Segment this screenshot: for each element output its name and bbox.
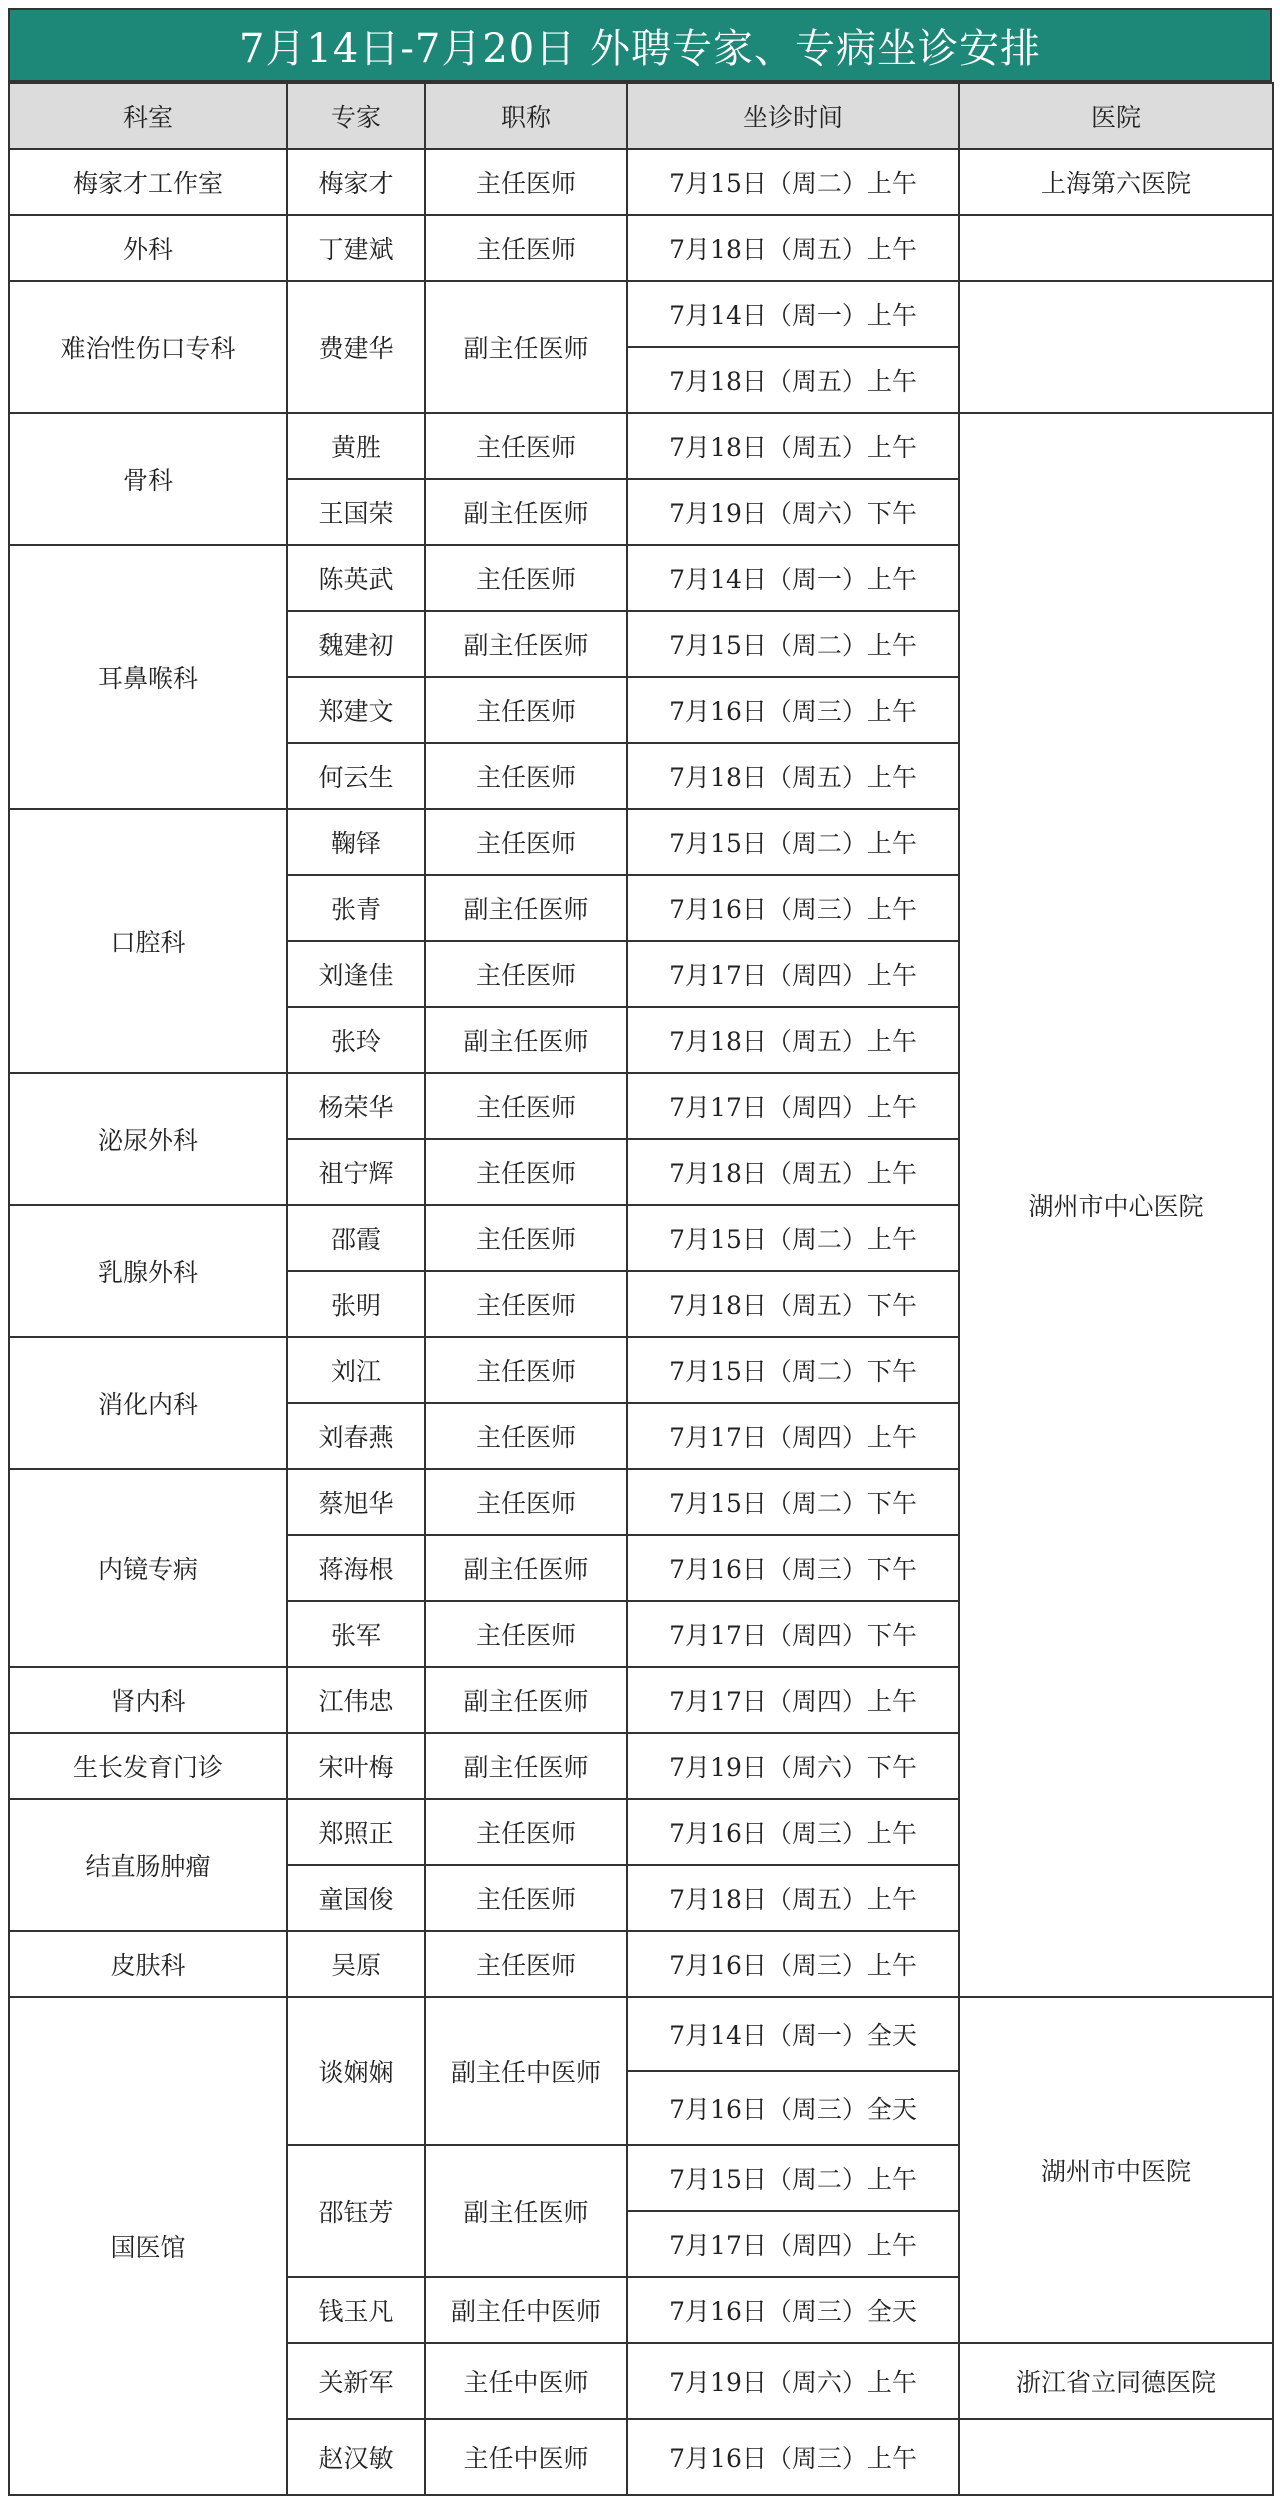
time-cell: 7月16日（周三）上午: [627, 677, 959, 743]
expert-cell: 张军: [287, 1601, 425, 1667]
time-cell: 7月16日（周三）上午: [627, 1799, 959, 1865]
rank-cell: 主任医师: [425, 1337, 627, 1403]
time-cell: 7月16日（周三）下午: [627, 1535, 959, 1601]
time-cell: 7月19日（周六）下午: [627, 1733, 959, 1799]
dept-cell: 生长发育门诊: [9, 1733, 287, 1799]
table-row: [9, 149, 1273, 215]
rank-cell: 主任医师: [425, 941, 627, 1007]
rank-cell: 主任医师: [425, 413, 627, 479]
expert-cell: 何云生: [287, 743, 425, 809]
expert-cell: 郑建文: [287, 677, 425, 743]
dept-cell: 皮肤科: [9, 1931, 287, 1997]
time-cell: 7月17日（周四）上午: [627, 2211, 959, 2277]
time-cell: 7月15日（周二）下午: [627, 1469, 959, 1535]
table-row: [9, 413, 1273, 479]
time-cell: 7月18日（周五）上午: [627, 1007, 959, 1073]
hospital-cell: [959, 2419, 1273, 2495]
rank-cell: 主任医师: [425, 677, 627, 743]
dept-cell: 口腔科: [9, 809, 287, 1073]
hospital-cell: 湖州市中心医院: [959, 413, 1273, 1997]
expert-cell: 丁建斌: [287, 215, 425, 281]
dept-cell: 结直肠肿瘤: [9, 1799, 287, 1931]
rank-cell: 副主任医师: [425, 1535, 627, 1601]
expert-cell: 宋叶梅: [287, 1733, 425, 1799]
header-time: 坐诊时间: [627, 83, 959, 149]
time-cell: 7月18日（周五）上午: [627, 413, 959, 479]
expert-cell: 张明: [287, 1271, 425, 1337]
rank-cell: 副主任医师: [425, 1733, 627, 1799]
time-cell: 7月16日（周三）上午: [627, 875, 959, 941]
time-cell: 7月19日（周六）下午: [627, 479, 959, 545]
expert-cell: 吴原: [287, 1931, 425, 1997]
rank-cell: 副主任医师: [425, 2145, 627, 2277]
expert-cell: 赵汉敏: [287, 2419, 425, 2495]
expert-cell: 刘江: [287, 1337, 425, 1403]
time-cell: 7月17日（周四）上午: [627, 941, 959, 1007]
rank-cell: 主任医师: [425, 1601, 627, 1667]
rank-cell: 副主任医师: [425, 479, 627, 545]
header-rank: 职称: [425, 83, 627, 149]
dept-cell: 外科: [9, 215, 287, 281]
time-cell: 7月14日（周一）上午: [627, 281, 959, 347]
time-cell: 7月14日（周一）全天: [627, 1997, 959, 2071]
rank-cell: 副主任医师: [425, 281, 627, 413]
dept-cell: 泌尿外科: [9, 1073, 287, 1205]
table-row: [9, 1997, 1273, 2071]
table-row: [9, 281, 1273, 347]
dept-cell: 肾内科: [9, 1667, 287, 1733]
expert-cell: 蔡旭华: [287, 1469, 425, 1535]
expert-cell: 钱玉凡: [287, 2277, 425, 2343]
expert-cell: 刘春燕: [287, 1403, 425, 1469]
rank-cell: 副主任中医师: [425, 1997, 627, 2145]
expert-cell: 邵钰芳: [287, 2145, 425, 2277]
expert-cell: 童国俊: [287, 1865, 425, 1931]
header-expert: 专家: [287, 83, 425, 149]
dept-cell: 消化内科: [9, 1337, 287, 1469]
expert-cell: 鞠铎: [287, 809, 425, 875]
expert-cell: 张青: [287, 875, 425, 941]
expert-cell: 陈英武: [287, 545, 425, 611]
rank-cell: 主任医师: [425, 1799, 627, 1865]
dept-cell: 梅家才工作室: [9, 149, 287, 215]
hospital-cell: 浙江省立同德医院: [959, 2343, 1273, 2419]
expert-cell: 关新军: [287, 2343, 425, 2419]
time-cell: 7月17日（周四）下午: [627, 1601, 959, 1667]
dept-cell: 耳鼻喉科: [9, 545, 287, 809]
table-row: [9, 215, 1273, 281]
time-cell: 7月18日（周五）上午: [627, 1139, 959, 1205]
time-cell: 7月18日（周五）上午: [627, 215, 959, 281]
time-cell: 7月14日（周一）上午: [627, 545, 959, 611]
rank-cell: 副主任医师: [425, 1007, 627, 1073]
time-cell: 7月19日（周六）上午: [627, 2343, 959, 2419]
rank-cell: 主任医师: [425, 1271, 627, 1337]
time-cell: 7月16日（周三）全天: [627, 2277, 959, 2343]
dept-cell: 难治性伤口专科: [9, 281, 287, 413]
schedule-sheet: [8, 8, 1272, 2496]
time-cell: 7月16日（周三）全天: [627, 2071, 959, 2145]
dept-cell: 骨科: [9, 413, 287, 545]
rank-cell: 主任医师: [425, 1139, 627, 1205]
header-dept: 科室: [9, 83, 287, 149]
time-cell: 7月18日（周五）下午: [627, 1271, 959, 1337]
expert-cell: 费建华: [287, 281, 425, 413]
expert-cell: 杨荣华: [287, 1073, 425, 1139]
expert-cell: 黄胜: [287, 413, 425, 479]
schedule-table: [8, 82, 1274, 2496]
page-title: 7月14日-7月20日 外聘专家、专病坐诊安排: [8, 8, 1272, 82]
time-cell: 7月18日（周五）上午: [627, 743, 959, 809]
rank-cell: 主任中医师: [425, 2343, 627, 2419]
expert-cell: 蒋海根: [287, 1535, 425, 1601]
expert-cell: 魏建初: [287, 611, 425, 677]
time-cell: 7月15日（周二）上午: [627, 809, 959, 875]
header-row: [9, 83, 1273, 149]
time-cell: 7月15日（周二）上午: [627, 149, 959, 215]
rank-cell: 主任中医师: [425, 2419, 627, 2495]
dept-cell: 国医馆: [9, 1997, 287, 2495]
rank-cell: 副主任医师: [425, 611, 627, 677]
time-cell: 7月15日（周二）上午: [627, 1205, 959, 1271]
hospital-cell: [959, 281, 1273, 413]
rank-cell: 主任医师: [425, 743, 627, 809]
rank-cell: 副主任中医师: [425, 2277, 627, 2343]
expert-cell: 王国荣: [287, 479, 425, 545]
rank-cell: 主任医师: [425, 1073, 627, 1139]
expert-cell: 谈娴娴: [287, 1997, 425, 2145]
time-cell: 7月17日（周四）上午: [627, 1403, 959, 1469]
hospital-cell: 湖州市中医院: [959, 1997, 1273, 2343]
time-cell: 7月18日（周五）上午: [627, 347, 959, 413]
time-cell: 7月15日（周二）上午: [627, 611, 959, 677]
dept-cell: 乳腺外科: [9, 1205, 287, 1337]
time-cell: 7月18日（周五）上午: [627, 1865, 959, 1931]
time-cell: 7月15日（周二）下午: [627, 1337, 959, 1403]
rank-cell: 主任医师: [425, 1403, 627, 1469]
expert-cell: 张玲: [287, 1007, 425, 1073]
rank-cell: 主任医师: [425, 1205, 627, 1271]
expert-cell: 祖宁辉: [287, 1139, 425, 1205]
expert-cell: 梅家才: [287, 149, 425, 215]
rank-cell: 主任医师: [425, 1865, 627, 1931]
expert-cell: 江伟忠: [287, 1667, 425, 1733]
rank-cell: 主任医师: [425, 215, 627, 281]
rank-cell: 主任医师: [425, 545, 627, 611]
rank-cell: 主任医师: [425, 1931, 627, 1997]
rank-cell: 副主任医师: [425, 875, 627, 941]
rank-cell: 主任医师: [425, 1469, 627, 1535]
rank-cell: 主任医师: [425, 149, 627, 215]
rank-cell: 副主任医师: [425, 1667, 627, 1733]
time-cell: 7月16日（周三）上午: [627, 1931, 959, 1997]
time-cell: 7月16日（周三）上午: [627, 2419, 959, 2495]
hospital-cell: [959, 215, 1273, 281]
expert-cell: 邵霞: [287, 1205, 425, 1271]
time-cell: 7月17日（周四）上午: [627, 1073, 959, 1139]
time-cell: 7月17日（周四）上午: [627, 1667, 959, 1733]
hospital-cell: 上海第六医院: [959, 149, 1273, 215]
header-hospital: 医院: [959, 83, 1273, 149]
rank-cell: 主任医师: [425, 809, 627, 875]
expert-cell: 刘逢佳: [287, 941, 425, 1007]
dept-cell: 内镜专病: [9, 1469, 287, 1667]
time-cell: 7月15日（周二）上午: [627, 2145, 959, 2211]
expert-cell: 郑照正: [287, 1799, 425, 1865]
